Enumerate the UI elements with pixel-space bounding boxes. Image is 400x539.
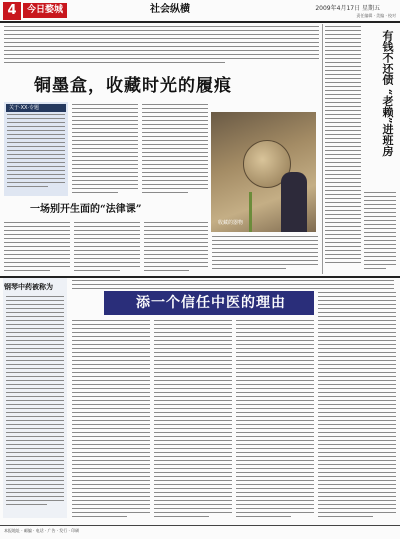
side-headline-article (364, 192, 396, 274)
footer-info: 本报地址 · 邮编 · 电话 · 广告 · 发行 · 印刷 (4, 528, 80, 533)
person-silhouette (281, 172, 307, 232)
side-article-text (325, 26, 361, 272)
bottom-headline: 添一个信任中医的理由 (136, 295, 286, 311)
left-bottom-headline: 钢琴中药被称为 (4, 282, 53, 291)
feature-column-1 (72, 104, 138, 196)
bottom-column-4 (318, 292, 396, 522)
column-divider (322, 24, 323, 274)
lead-paragraph (4, 26, 319, 70)
bottom-intro-text (72, 280, 394, 289)
bamboo-stick (249, 192, 252, 232)
article2-headline: 一场别开生面的“法律课” (30, 204, 142, 215)
editor-credits: 责任编辑 · 美编 · 校对 (356, 13, 396, 18)
left-bottom-text (6, 296, 64, 516)
feature-photo (211, 112, 316, 232)
page-number-badge: 4 (3, 2, 21, 20)
article2-column-2 (74, 222, 140, 274)
bottom-column-1 (72, 320, 150, 522)
left-box-title: 关于·XX·专题 (6, 104, 66, 112)
footer-rule (0, 525, 400, 526)
section-name: 社会纵横 (150, 4, 190, 15)
masthead-rule (0, 21, 400, 23)
bottom-column-2 (154, 320, 232, 522)
article2-column-1 (4, 222, 70, 274)
feature-headline: 铜墨盒，收藏时光的履痕 (34, 76, 232, 96)
side-headline: 有钱不还债 “老赖”进班房 (381, 30, 394, 157)
bottom-column-3 (236, 320, 314, 522)
feature-column-2 (142, 104, 208, 196)
masthead (0, 0, 400, 24)
photo-text (212, 236, 318, 274)
issue-date: 2009年4月17日 星期五 (315, 5, 380, 12)
article2-column-3 (144, 222, 208, 274)
section-tag: 今日婺城 (23, 3, 67, 18)
left-box-text (7, 114, 65, 194)
photo-caption: 收藏的器物 (218, 220, 244, 226)
